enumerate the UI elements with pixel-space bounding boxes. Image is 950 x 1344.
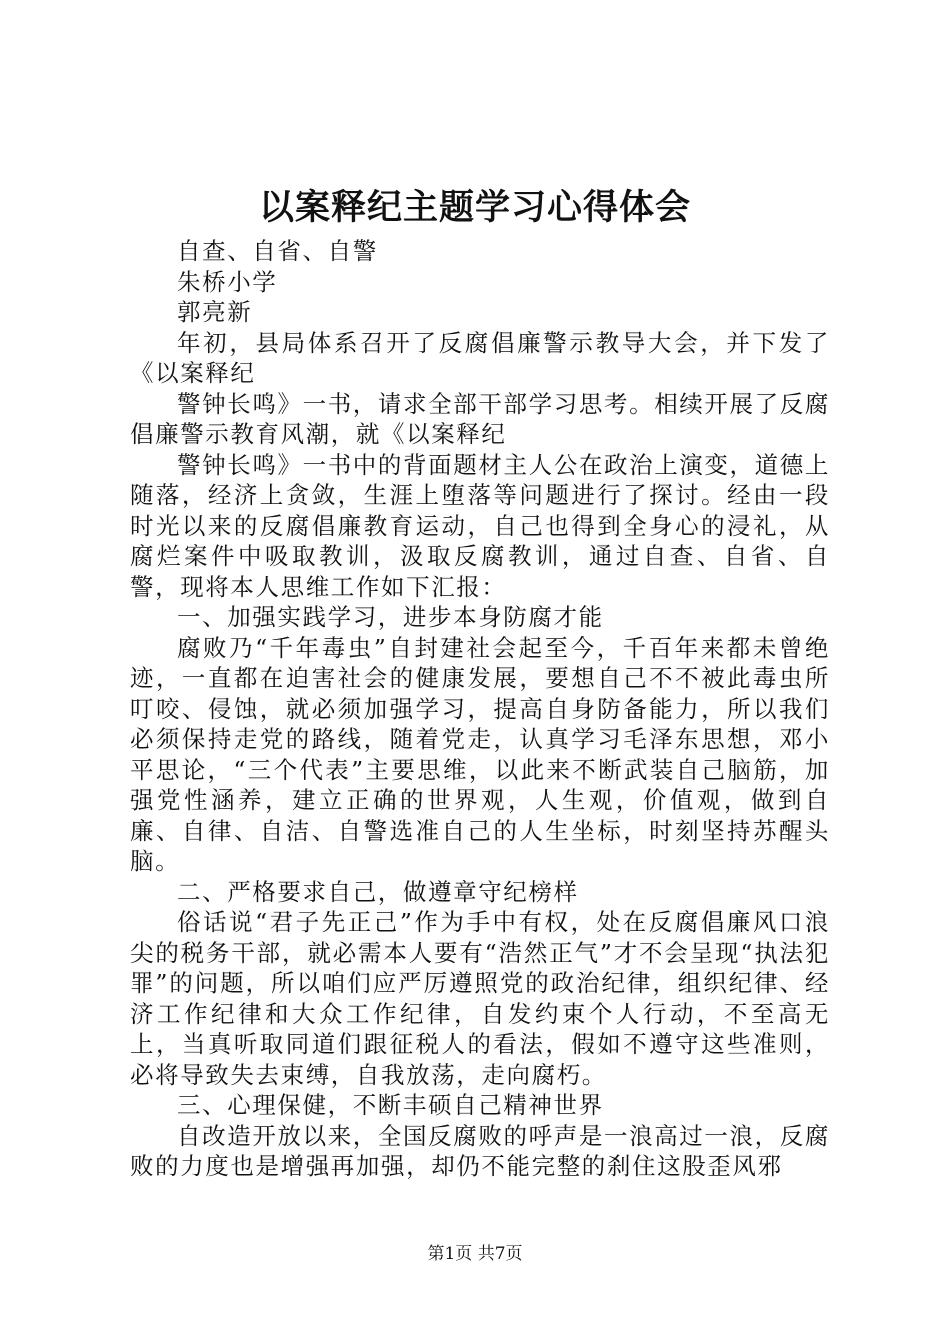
- body-paragraph: 警钟长鸣》一书，请求全部干部学习思考。相续开展了反腐倡廉警示教育风潮，就《以案释纪: [130, 389, 830, 448]
- body-paragraph: 俗话说“君子先正己”作为手中有权，处在反腐倡廉风口浪尖的税务干部，就必需本人要有“浩然正气”才不会呈现“执法犯罪”的问题，所以咱们应严厉遵照党的政治纪律，组织纪律、经济工作纪律和大众工作纪律，自发约束个人行动，不至高无上，当真听取同道们跟征税人的看法，假如不遵守这些准则，必将导致失去束缚，自我放荡，走向腐朽。: [130, 908, 830, 1089]
- body-paragraph: 警钟长鸣》一书中的背面题材主人公在政治上演变，道德上随落，经济上贪敛，生涯上堕落等问题进行了探讨。经由一段时光以来的反腐倡廉教育运动，自己也得到全身心的浸礼，从腐烂案件中吸取教训，汲取反腐教训，通过自查、自省、自警，现将本人思维工作如下汇报：: [130, 450, 830, 601]
- section-heading: 一、加强实践学习，进步本身防腐才能: [177, 603, 604, 631]
- document-title: 以案释纪主题学习心得体会: [258, 187, 691, 228]
- body-paragraph: 腐败乃“千年毒虫”自封建社会起至今，千百年来都未曾绝迹，一直都在迫害社会的健康发展，要想自己不不被此毒虫所叮咬、侵蚀，就必须加强学习，提高自身防备能力，所以我们必须保持走党的路线，随着党走，认真学习毛泽东思想，邓小平思论，“三个代表”主要思维，以此来不断武装自己脑筋，加强党性涵养，建立正确的世界观，人生观，价值观，做到自廉、自律、自洁、自警选准自己的人生坐标，时刻坚持苏醒头脑。: [130, 633, 830, 875]
- author-name: 郭亮新: [177, 298, 253, 326]
- body-paragraph: 自改造开放以来，全国反腐败的呼声是一浪高过一浪，反腐败的力度也是增强再加强，却仍不能完整的刹住这股歪风邪: [130, 1121, 830, 1180]
- body-paragraph: 年初，县局体系召开了反腐倡廉警示教导大会，并下发了《以案释纪: [130, 328, 830, 387]
- subtitle-line: 自查、自省、自警: [177, 237, 378, 265]
- page-number-footer: 第1页 共7页: [427, 1244, 523, 1264]
- author-school: 朱桥小学: [177, 267, 278, 296]
- section-heading: 二、严格要求自己，做遵章守纪榜样: [177, 877, 579, 906]
- document-body: [130, 236, 830, 1182]
- section-heading: 三、心理保健，不断丰硕自己精神世界: [177, 1091, 604, 1119]
